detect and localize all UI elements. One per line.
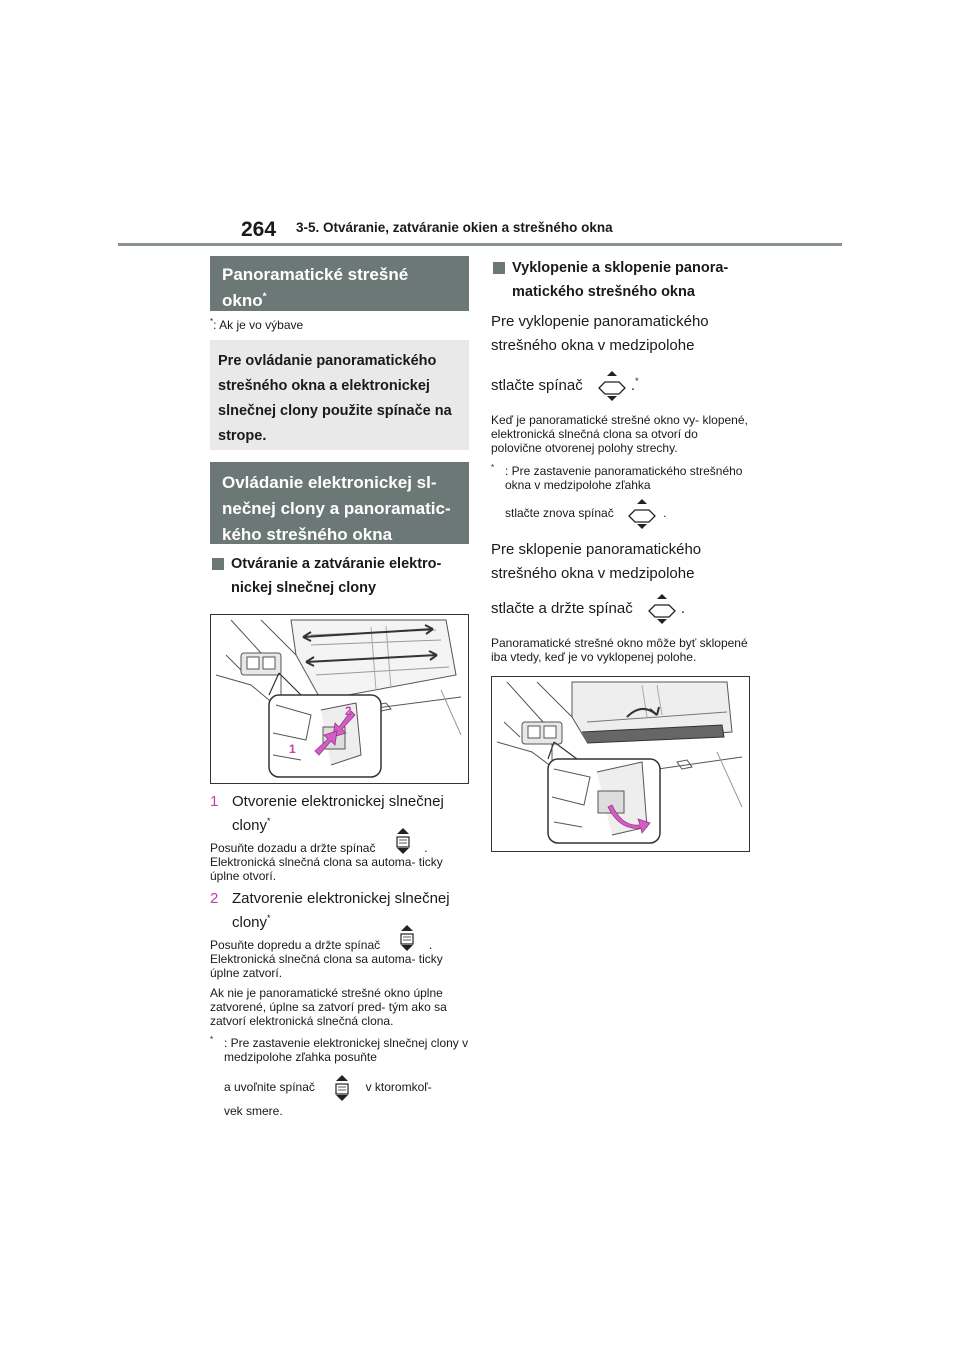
right-column: Vyklopenie a sklopenie panora- matického strešného okna Pre vyklopenie panoramatického strešného okna v medzipolohe stlačte spínač .* Keď je panoramatické strešné okno vy- klopené, elektronická slnečná clona sa otvorí do polovične otvorenej polohy strechy. * : Pre zastavenie panoramatického strešného okna v medzipolohe zľahka stlačte znova spínač . Pre sklopenie panoramatického strešného okna v medzipolohe stlačte a držte spínač . Panoramatické strešné okno môže byť sklopené iba vtedy, keď je vo vyklopenej polohe. <box>491 256 750 852</box>
sunroof-illustration <box>492 677 749 851</box>
tilt-stop-footnote: * : Pre zastavenie panoramatického strešného okna v medzipolohe zľahka <box>491 463 743 492</box>
sunshade-illustration <box>211 615 468 783</box>
subheading-tilt: Vyklopenie a sklopenie panora- matického strešného okna <box>491 256 750 304</box>
sunshade-switch-icon <box>389 827 417 855</box>
running-header: 3-5. Otváranie, zatváranie okien a strešného okna <box>296 220 613 235</box>
sunshade-switch-icon <box>393 924 421 952</box>
close-instruction: stlačte a držte spínač . <box>491 592 750 626</box>
sunroof-tilt-switch-icon <box>595 370 629 402</box>
sunshade-diagram <box>210 614 469 784</box>
sunshade-switch-icon <box>328 1074 356 1102</box>
diagram-label-2: 2 <box>345 704 352 718</box>
section-title-bar <box>210 256 469 311</box>
left-column: Panoramatické strešné okno* *: Ak je vo výbave Pre ovládanie panoramatického strešného okna a elektronickej slnečnej clony použite spínače na strope. Ovládanie elektronickej sl- nečnej clony a panoramatic- kého strešného okna Otváranie a zatváranie elektro- nickej slnečnej clony 2 1 1 Otvorenie elektronickej slnečnej clony* Posuňte dozadu a držte spínač . Elektronická slnečná clona sa automa- ticky úplne otvorí. 2 Zatvorenie elektronickej slnečnej clony* Posuňte dopredu a držte spínač . Elektronická slnečná clona sa automa- ticky úplne zatvorí. Ak nie je panoramatické strešné okno úplne zatvorené, úplne sa zatvorí pred- tým ako sa zatvorí elektronická slnečná clona. * : Pre zastavenie elektronickej slnečnej clony v medzipolohe zľahka posuňte a uvoľnite spínač v ktoromkoľ- vek smere. <box>210 256 469 1118</box>
page-number: 264 <box>241 218 277 241</box>
square-bullet-icon <box>212 558 224 570</box>
diagram-label-1: 1 <box>289 742 296 756</box>
square-bullet-icon <box>493 262 505 274</box>
step2-description: Posuňte dopredu a držte spínač . Elektronická slnečná clona sa automa- ticky úplne zatvorí. <box>210 938 469 980</box>
intro-box: Pre ovládanie panoramatického strešného okna a elektronickej slnečnej clony použite spínače na strope. <box>210 340 469 450</box>
subsection-title-bar: Ovládanie elektronickej sl- nečnej clony a panoramatic- kého strešného okna <box>210 462 469 544</box>
sunroof-tilt-diagram <box>491 676 750 852</box>
availability-footnote: *: Ak je vo výbave <box>210 317 304 332</box>
step-close-sunshade: 2 Zatvorenie elektronickej slnečnej clony* <box>210 890 450 931</box>
tilt-instruction: stlačte spínač .* <box>491 364 750 403</box>
header-rule <box>118 243 842 246</box>
section-title: Panoramatické strešné okno <box>222 265 409 310</box>
sunroof-close-note: Ak nie je panoramatické strešné okno úplne zatvorené, úplne sa zatvorí pred- tým ako sa zatvorí elektronická slnečná clona. <box>210 986 447 1028</box>
sunroof-tilt-switch-icon <box>625 498 659 530</box>
sunshade-stop-footnote: * : Pre zastavenie elektronickej slnečnej clony v medzipolohe zľahka posuňte <box>210 1035 469 1064</box>
subheading-sunshade: Otváranie a zatváranie elektro- nickej slnečnej clony <box>210 552 469 600</box>
step-open-sunshade: 1 Otvorenie elektronickej slnečnej clony* <box>210 793 444 834</box>
sunroof-tilt-switch-icon <box>645 593 679 625</box>
title-footnote-mark: * <box>262 291 267 303</box>
step1-description: Posuňte dozadu a držte spínač . Elektronická slnečná clona sa automa- ticky úplne otvorí. <box>210 841 469 883</box>
